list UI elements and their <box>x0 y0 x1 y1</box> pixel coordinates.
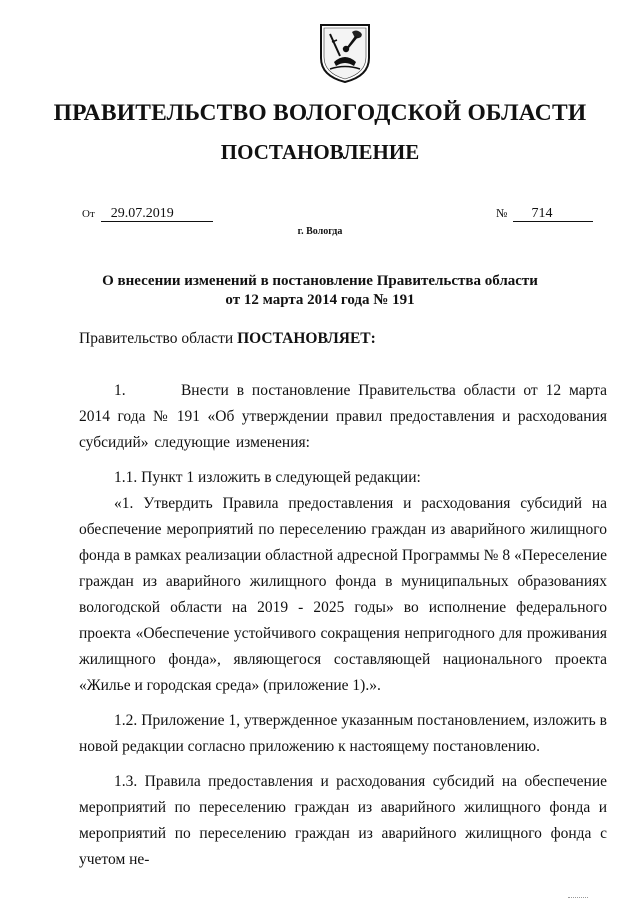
document-type-title: ПОСТАНОВЛЕНИЕ <box>220 140 420 164</box>
preamble-text: Правительство области <box>79 330 238 347</box>
subject-line-2: от 12 марта 2014 года № 191 <box>225 292 415 308</box>
number-prefix: № <box>496 206 508 220</box>
paragraph-1-1: 1.1. Пункт 1 изложить в следующей редакции: <box>114 469 421 486</box>
paragraph-1-text: Внести в постановление Правительства области от 12 марта 2014 года № 191 «Об утверждении правил предоставления и расходования субсидий» следующие изменения: <box>79 382 607 451</box>
coat-of-arms-icon <box>318 22 372 84</box>
paragraph-1-3: 1.3. Правила предоставления и расходования субсидий на обеспечение мероприятий по переселению граждан из аварийного жилищного фонда и мероприятий по переселению граждан из аварийного жилищного фонда с учетом не- <box>79 773 607 868</box>
document-subject <box>0 272 640 310</box>
date-prefix: От <box>82 208 95 220</box>
paragraph-1-2: 1.2. Приложение 1, утвержденное указанным постановлением, изложить в новой редакции согласно приложению к настоящему постановлению. <box>79 712 607 755</box>
issue-city: г. Вологда <box>297 226 343 237</box>
paragraph-1-number: 1. <box>114 382 126 399</box>
paragraph-1-1-quote: «1. Утвердить Правила предоставления и расходования субсидий на обеспечение мероприятий по переселению граждан из аварийного жилищного фонда в рамках реализации областной адресной Программы № 8 «Переселение граждан из аварийного жилищного фонда в муниципальных образованиях вологодской области на 2019 - 2025 годы» во исполнение федерального проекта «Обеспечение устойчивого сокращения непригодного для проживания жилищного фонда», являющегося составляющей национального проекта «Жилье и городская среда» (приложение 1).». <box>79 495 607 694</box>
preamble <box>79 330 376 348</box>
document-number: 714 <box>513 206 593 222</box>
preamble-resolves: ПОСТАНОВЛЯЕТ: <box>237 330 376 347</box>
document-date-field <box>82 206 213 222</box>
document-body <box>79 378 607 873</box>
document-number-field <box>496 206 593 222</box>
subject-line-1: О внесении изменений в постановление Правительства области <box>102 273 538 289</box>
government-title: ПРАВИТЕЛЬСТВО ВОЛОГОДСКОЙ ОБЛАСТИ <box>53 100 587 126</box>
paragraph-1 <box>79 378 607 456</box>
document-date: 29.07.2019 <box>101 206 213 222</box>
page-bottom-mark <box>568 897 588 899</box>
